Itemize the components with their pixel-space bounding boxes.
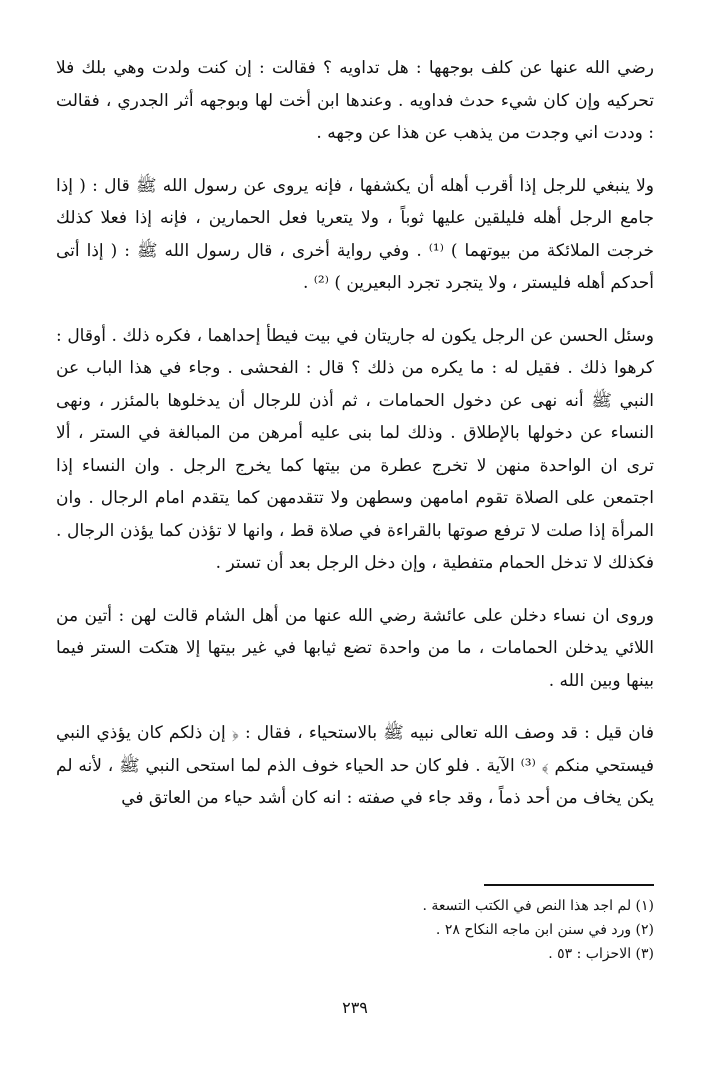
footnote-divider xyxy=(484,884,654,886)
paragraph-text: وسئل الحسن عن الرجل يكون له جاريتان في بيت فيطأ إحداهما ، فكره ذلك . أوقال : كرهوا ذلك . فقيل له : ما يكره من ذلك ؟ قال : الفحشى . وجاء في هذا الباب عن النبي ﷺ أنه نهى عن دخول الحمامات ، ثم أذن للرجال أن يدخلوها بالمئزر ، ونهى النساء عن دخولها بالإطلاق . وذلك لما بنى عليه أمرهن من المبالغة في الستر ، ألا ترى ان الواحدة منهن لا تخرج عطرة من بيتها كما يخرج الرجل . وان النساء إذا اجتمعن على الصلاة تقوم امامهن وسطهن ولا تتقدمهن كما يتقدم امام الرجال . وان المرأة إذا صلت لا ترفع صوتها بالقراءة في صلاة قط ، وانها لا تؤذن كما يؤذن الرجال . فكذلك لا تدخل الحمام متفطية ، وإن دخل الرجل بعد أن تستر . xyxy=(56,325,654,573)
paragraph-text: وروى ان نساء دخلن على عائشة رضي الله عنها من أهل الشام قالت لهن : أتين من اللائي يدخلن الحمامات ، ما من واحدة تضع ثيابها في غير بيتها إلا هتكت الستر فيما بينها وبين الله . xyxy=(56,605,654,691)
paragraph-3 xyxy=(56,320,654,580)
page-number: ٢٣٩ xyxy=(342,998,368,1017)
paragraph-5 xyxy=(56,717,654,815)
paragraph-2 xyxy=(56,170,654,300)
paragraph-text: فان قيل : قد وصف الله تعالى نبيه ﷺ بالاستحياء ، فقال : ﴿ إن ذلكم كان يؤذي النبي فيستحي منكم ﴾ ⁽³⁾ الآية . فلو كان حد الحياء خوف الذم لما استحى النبي ﷺ ، لأنه لم يكن يخاف من أحد ذماً ، وقد جاء في صفته : انه كان أشد حياء من العاتق في xyxy=(56,723,654,808)
main-text xyxy=(56,52,654,835)
paragraph-1 xyxy=(56,52,654,150)
footnote-2: (٢) ورد في سنن ابن ماجه النكاح ٢٨ . xyxy=(435,922,654,938)
footnote-1: (١) لم اجد هذا النص في الكتب التسعة . xyxy=(422,898,654,914)
paragraph-text: رضي الله عنها عن كلف بوجهها : هل تداويه ؟ فقالت : إن كنت ولدت وهي بلك فلا تحركيه وإن كان شيء حدث فداويه . وعندها ابن أخت لها وبوجهه أثر الجدري ، فقالت : وددت اني وجدت من يذهب عن هذا عن وجهه . xyxy=(56,58,654,143)
footnote-3: (٣) الاحزاب : ٥٣ . xyxy=(548,946,654,962)
footnotes xyxy=(200,894,654,966)
paragraph-text: ولا ينبغي للرجل إذا أقرب أهله أن يكشفها ، فإنه يروى عن رسول الله ﷺ قال : ( إذا جامع الرجل أهله فليلقين عليها ثوباً ، ولا يتعريا فعل الحمارين ، فإنه إذا فعلا كذلك خرجت الملائكة من بيوتهما ) ⁽¹⁾ . وفي رواية أخرى ، قال رسول الله ﷺ : ( إذا أتى أحدكم أهله فليستر ، ولا يتجرد تجرد البعيرين ) ⁽²⁾ . xyxy=(56,175,655,293)
paragraph-4 xyxy=(56,600,654,698)
